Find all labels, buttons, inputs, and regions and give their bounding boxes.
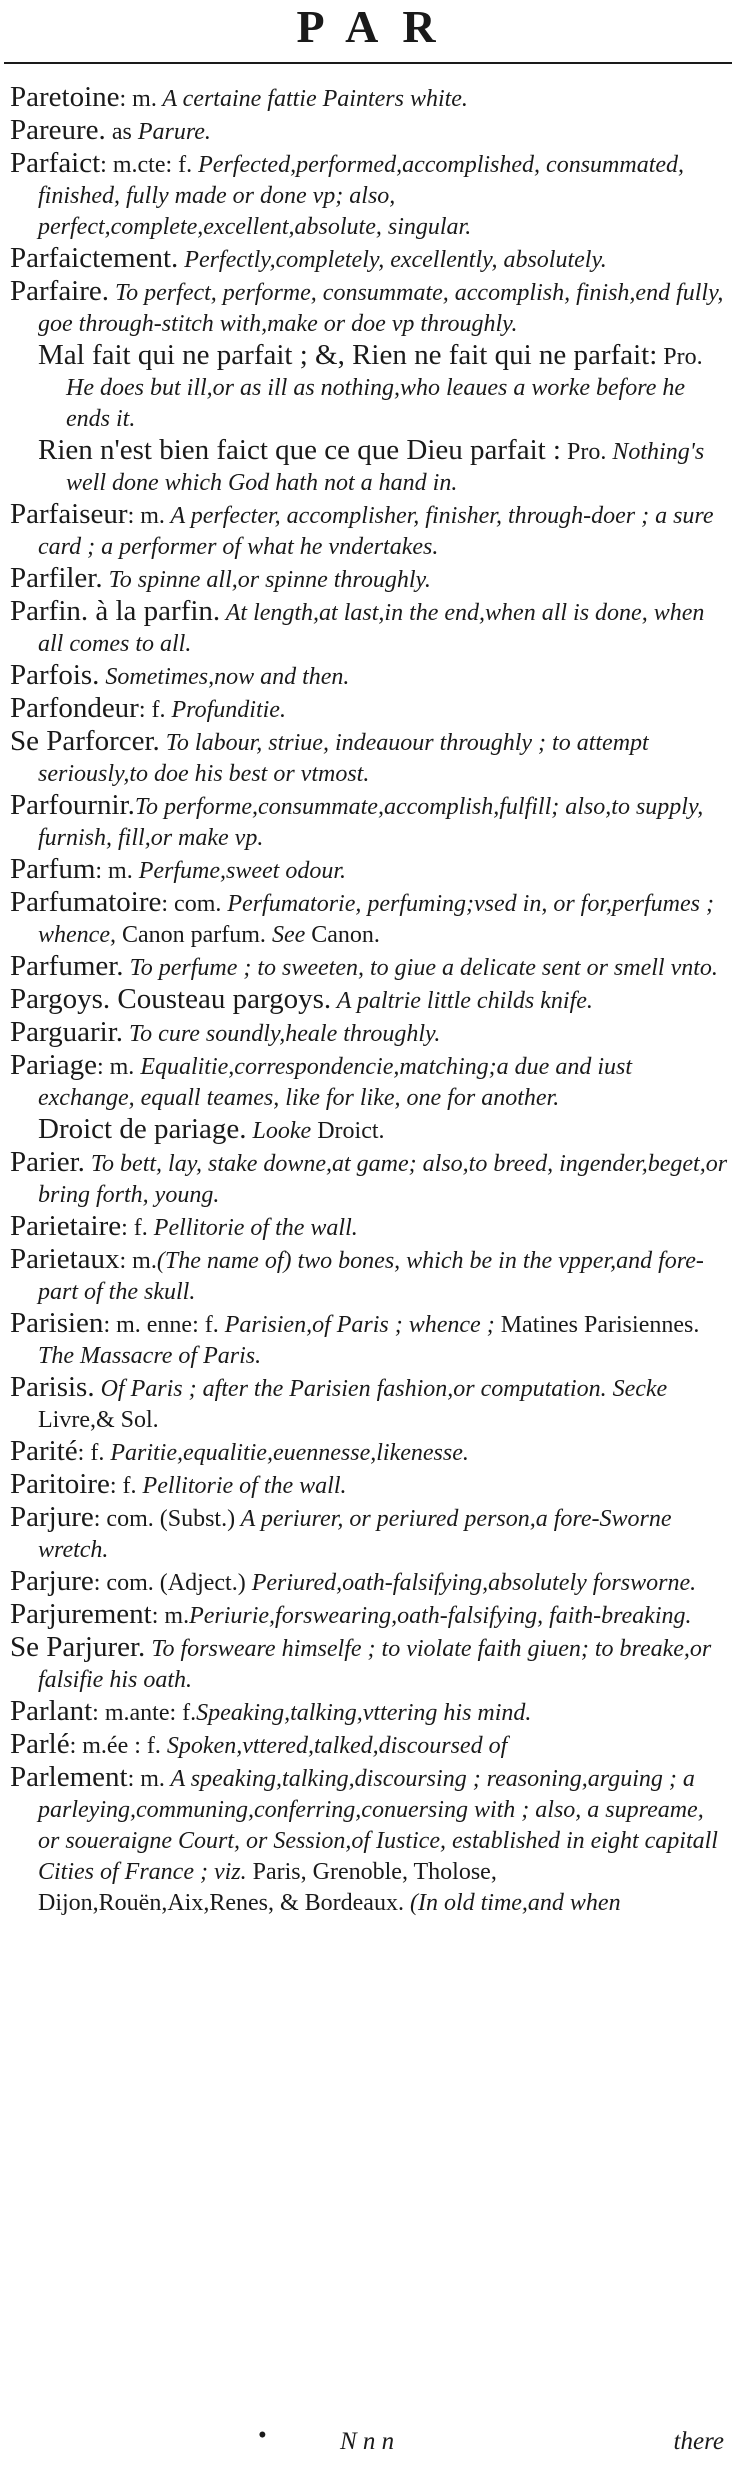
definition: Periured,oath-falsifying,absolutely forsworne. — [245, 1570, 697, 1596]
grammar-note: : m. — [96, 1054, 135, 1080]
headword: Parfaire. — [10, 275, 110, 307]
definition: Speaking,talking,vttering his mind. — [196, 1700, 532, 1726]
page-footer — [0, 2424, 736, 2460]
definition: Pellitorie of the wall. — [147, 1215, 358, 1241]
dictionary-entry — [10, 1372, 728, 1436]
grammar-note: as — [105, 119, 132, 145]
definition: Perfectly,completely, excellently, absolutely. — [178, 247, 607, 273]
grammar-note: : m. — [127, 1766, 165, 1792]
dictionary-entry — [10, 1502, 728, 1566]
catchword: there — [673, 2428, 724, 2455]
dictionary-entry — [10, 1632, 728, 1696]
dictionary-entry — [10, 1211, 728, 1244]
grammar-note: Pro. — [561, 439, 607, 465]
definition: Perfumatorie, perfuming;vsed in, or for,perfumes ; whence, — [38, 891, 714, 948]
grammar-note: : m.ée : f. — [69, 1733, 161, 1759]
headword: Parjure — [10, 1501, 94, 1533]
definition: Equalitie,correspondencie,matching;a due and iust exchange, equall teames, like for like, one for another. — [38, 1054, 632, 1111]
definition: Perfume,sweet odour. — [132, 858, 347, 884]
grammar-note: : m.ante: f. — [92, 1700, 197, 1726]
dictionary-entry — [10, 148, 728, 243]
definition-cont: The Massacre of Paris. — [38, 1343, 262, 1369]
dictionary-entry — [10, 596, 728, 660]
definition: Perfected,performed,accomplished, consummated, finished, fully made or done vp; also, perfect,complete,excellent,absolute, singular. — [38, 152, 685, 240]
headword: Parfumer. — [10, 950, 124, 982]
headword: Parlant — [10, 1695, 93, 1727]
dictionary-entry — [10, 887, 728, 951]
definition: To forsweare himselfe ; to violate faith giuen; to breake,or falsifie his oath. — [38, 1636, 712, 1693]
dictionary-entry — [10, 726, 728, 790]
headword: Se Parjurer. — [10, 1631, 146, 1663]
footer-dot: • — [258, 2422, 267, 2449]
plain-text-cont: Canon. — [305, 922, 380, 948]
definition: Parisien,of Paris ; whence ; — [218, 1312, 495, 1338]
plain-text: Droict. — [311, 1118, 385, 1144]
dictionary-entry — [10, 1114, 728, 1147]
dictionary-entry — [10, 1729, 728, 1762]
headword: Parfournir. — [10, 789, 135, 821]
definition: To perfume ; to sweeten, to giue a delicate sent or smell vnto. — [123, 955, 718, 981]
dictionary-entry — [10, 499, 728, 563]
dictionary-entry — [10, 340, 728, 435]
dictionary-entry — [10, 1566, 728, 1599]
headword: Parfaict — [10, 147, 101, 179]
headword: Parjure — [10, 1565, 94, 1597]
grammar-note: : m. — [127, 503, 165, 529]
dictionary-entry — [10, 1147, 728, 1211]
dictionary-entry — [10, 1017, 728, 1050]
grammar-note: : m. — [95, 858, 133, 884]
headword: Parfondeur — [10, 692, 139, 724]
running-head: PAR — [296, 1, 460, 52]
grammar-note: : f. — [77, 1440, 105, 1466]
definition: Pellitorie of the wall. — [136, 1473, 347, 1499]
grammar-note: : com. — [161, 891, 222, 917]
plain-text: Paris, Grenoble, Tholose, Dijon,Rouën,Aix,Renes, & Bordeaux. — [38, 1859, 497, 1916]
definition: A certaine fattie Painters white. — [156, 86, 468, 112]
dictionary-entry — [10, 435, 728, 499]
headword: Parietaux — [10, 1243, 120, 1275]
dictionary-entry — [10, 660, 728, 693]
definition: Paritie,equalitie,euennesse,likenesse. — [104, 1440, 469, 1466]
headword: Parfum — [10, 853, 96, 885]
headword: Parfiler. — [10, 562, 103, 594]
dictionary-entry — [10, 854, 728, 887]
definition: Looke — [246, 1118, 312, 1144]
definition: A speaking,talking,discoursing ; reasoning,arguing ; a parleying,communing,conferring,conuersing with ; also, a supreame, or soueraigne Court, or Session,of Iustice, established in eight capitall Cities of France ; viz. — [38, 1766, 718, 1885]
header-rule — [4, 62, 732, 64]
headword: Rien n'est bien faict que ce que Dieu parfait : — [38, 434, 561, 466]
grammar-note: : f. — [109, 1473, 137, 1499]
definition: To labour, striue, indeauour throughly ; to attempt seriously,to doe his best or vtmost. — [38, 730, 649, 787]
plain-text: Canon parfum. — [115, 922, 272, 948]
headword: Parité — [10, 1435, 78, 1467]
definition: Nothing's well done which God hath not a hand in. — [66, 439, 705, 496]
dictionary-entry — [10, 115, 728, 148]
dictionary-entry — [10, 1308, 728, 1372]
dictionary-entry — [10, 951, 728, 984]
definition-cont: (In old time,and when — [403, 1890, 621, 1916]
definition: Periurie,forswearing,oath-falsifying, faith-breaking. — [189, 1603, 692, 1629]
headword: Parfois. — [10, 659, 100, 691]
headword: Parfaiseur — [10, 498, 128, 530]
definition: Profunditie. — [165, 697, 286, 723]
definition: Spoken,vttered,talked,discoursed of — [160, 1733, 508, 1759]
dictionary-entry — [10, 563, 728, 596]
grammar-note: : com. (Adject.) — [93, 1570, 246, 1596]
definition: Of Paris ; after the Parisien fashion,or computation. Secke — [94, 1376, 668, 1402]
dictionary-entry — [10, 1762, 728, 1919]
headword: Pargoys. Cousteau pargoys. — [10, 983, 332, 1015]
definition-cont: See — [271, 922, 306, 948]
dictionary-entry — [10, 984, 728, 1017]
headword: Parjurement — [10, 1598, 152, 1630]
headword: Parfin. à la parfin. — [10, 595, 221, 627]
dictionary-entry — [10, 243, 728, 276]
headword: Droict de pariage. — [38, 1113, 247, 1145]
headword: Parier. — [10, 1146, 85, 1178]
headword: Parfaictement. — [10, 242, 179, 274]
headword: Parisien — [10, 1307, 104, 1339]
definition: To bett, lay, stake downe,at game; also,to breed, ingender,beget,or bring forth, young. — [38, 1151, 728, 1208]
grammar-note: : m.cte: f. — [100, 152, 193, 178]
headword: Se Parforcer. — [10, 725, 160, 757]
headword: Paretoine — [10, 81, 120, 113]
grammar-note: : f. — [138, 697, 166, 723]
dictionary-entry — [10, 1436, 728, 1469]
grammar-note: : com. (Subst.) — [93, 1506, 236, 1532]
dictionary-entry — [10, 790, 728, 854]
dictionary-entry — [10, 276, 728, 340]
grammar-note: : f. — [121, 1215, 148, 1241]
signature-mark: N n n — [340, 2428, 395, 2455]
headword: Parlement — [10, 1761, 128, 1793]
headword: Parisis. — [10, 1371, 95, 1403]
definition: A perfecter, accomplisher, finisher, through-doer ; a sure card ; a performer of what he vndertakes. — [38, 503, 714, 560]
headword: Pareure. — [10, 114, 106, 146]
headword: Parguarir. — [10, 1016, 124, 1048]
definition: He does but ill,or as ill as nothing,who leaues a worke before he ends it. — [66, 375, 686, 432]
definition: A periurer, or periured person,a fore-Sworne wretch. — [38, 1506, 672, 1563]
grammar-note: : m. — [151, 1603, 190, 1629]
headword: Pariage — [10, 1049, 97, 1081]
dictionary-entry — [10, 1244, 728, 1308]
dictionary-entry — [10, 82, 728, 115]
headword: Paritoire — [10, 1468, 110, 1500]
headword: Mal fait qui ne parfait ; &, Rien ne fait qui ne parfait: — [38, 339, 658, 371]
dictionary-entry — [10, 1696, 728, 1729]
definition: To spinne all,or spinne throughly. — [102, 567, 431, 593]
grammar-note: Pro. — [657, 344, 703, 370]
definition: To cure soundly,heale throughly. — [123, 1021, 441, 1047]
definition: Sometimes,now and then. — [99, 664, 350, 690]
definition: To perfect, performe, consummate, accomplish, finish,end fully, goe through-stitch with,make or doe vp throughly. — [38, 280, 724, 337]
headword: Parfumatoire — [10, 886, 162, 918]
dictionary-entry — [10, 1599, 728, 1632]
definition: A paltrie little childs knife. — [331, 988, 593, 1014]
definition: (The name of) two bones, which be in the vpper,and fore-part of the skull. — [38, 1248, 704, 1305]
headword: Parlé — [10, 1728, 70, 1760]
dictionary-entry — [10, 693, 728, 726]
grammar-note: : m. enne: f. — [103, 1312, 219, 1338]
dictionary-entry — [10, 1050, 728, 1114]
grammar-note: : m. — [119, 1248, 157, 1274]
plain-text: Matines Parisiennes. — [494, 1312, 700, 1338]
definition: At length,at last,in the end,when all is done, when all comes to all. — [38, 600, 705, 657]
definition: Parure. — [131, 119, 211, 145]
headword: Parietaire — [10, 1210, 122, 1242]
plain-text: Livre,& Sol. — [38, 1407, 159, 1433]
dictionary-entry — [10, 1469, 728, 1502]
definition: To performe,consummate,accomplish,fulfill; also,to supply, furnish, fill,or make vp. — [38, 794, 704, 851]
entry-list — [10, 82, 728, 1919]
grammar-note: : m. — [119, 86, 157, 112]
